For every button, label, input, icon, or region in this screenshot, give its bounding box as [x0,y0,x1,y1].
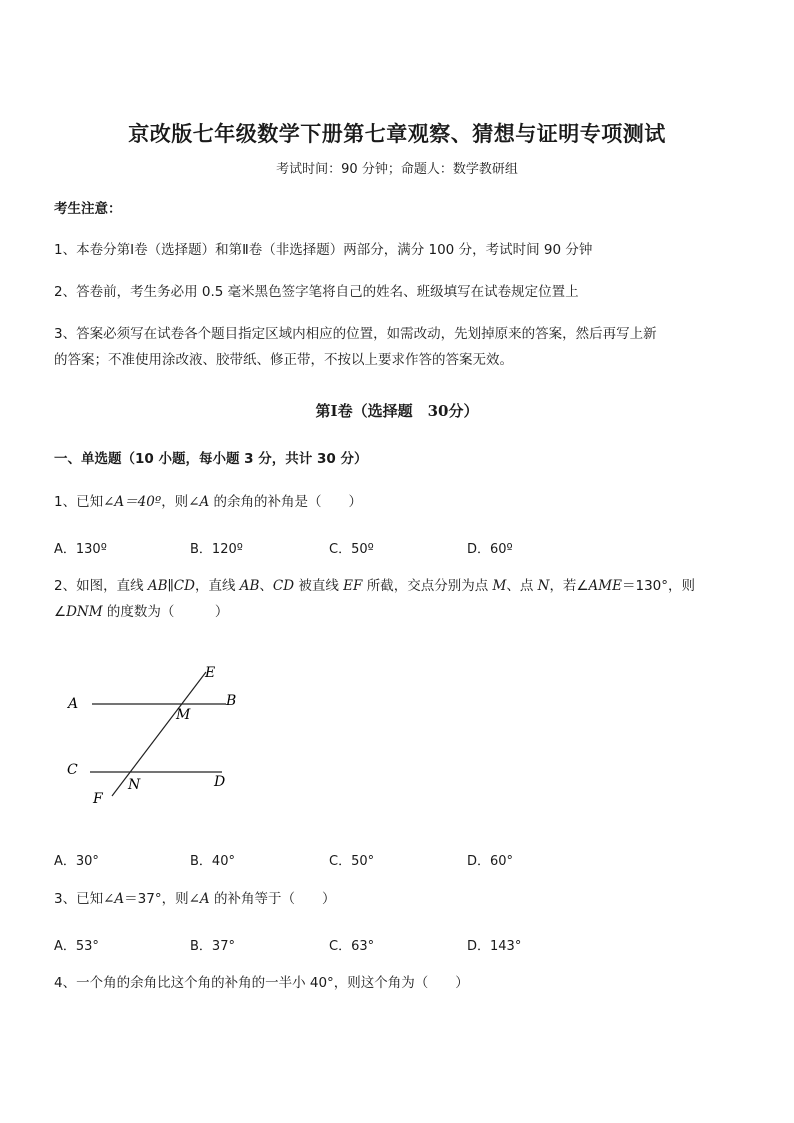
q2-option-d[interactable]: D．60° [467,854,514,869]
q2-text-a: 2、如图，直线 [54,578,148,594]
q1-pre: 1、已知 [54,494,104,510]
q3-post: 的补角等于（ ） [209,891,336,907]
q2-n: N [537,578,550,594]
q2-text-e: 所截，交点分别为点 [362,578,493,594]
exam-title: 京改版七年级数学下册第七章观察、猜想与证明专项测试 [128,121,666,146]
question-2-line1 [54,573,695,599]
q2-text-end: 的度数为（ ） [102,604,229,620]
notice-item-3-cont: 的答案；不准使用涂改液、胶带纸、修正带，不按以上要求作答的答案无效。 [54,352,513,368]
q1-option-d[interactable]: D．60º [467,542,513,557]
line-ef [112,672,206,796]
notice-item-2: 2、答卷前，考生务必用 0.5 毫米黑色签字笔将自己的姓名、班级填写在试卷规定位置上 [54,284,579,300]
q2-ab: AB [239,578,260,594]
q2-m: M [492,578,507,594]
q3-option-c[interactable]: C．63° [329,939,375,954]
q2-angle-sign: ∠ [54,604,67,620]
q2-option-a[interactable]: A．30° [54,854,99,869]
q2-text-h: ＝130°，则 [621,578,696,594]
q2-cd: CD [272,578,295,594]
q2-ef: EF [343,578,363,594]
q2-figure [54,650,274,810]
label-a: A [68,696,79,712]
q3-mid: ＝37°，则 [124,891,189,907]
q1-option-c[interactable]: C．50º [329,542,374,557]
q1-mid: ，则 [161,494,189,510]
q1-expr1: ∠A＝40º [103,494,162,510]
q3-expr2: ∠A [188,891,210,907]
notice-item-1: 1、本卷分第Ⅰ卷（选择题）和第Ⅱ卷（非选择题）两部分，满分 100 分，考试时间 90 分钟 [54,242,593,258]
q2-ame: AME [588,578,622,594]
q3-option-b[interactable]: B．37° [190,939,235,954]
q1-post: 的余角的补角是（ ） [209,494,363,510]
label-e: E [205,665,216,681]
label-b: B [226,693,237,709]
question-4: 4、一个角的余角比这个角的补角的一半小 40°，则这个角为（ ） [54,975,469,991]
label-m: M [176,707,191,723]
question-2-line2 [54,599,228,625]
q3-expr1: ∠A [103,891,125,907]
q3-option-a[interactable]: A．53° [54,939,99,954]
notice-heading: 考生注意： [54,201,122,217]
q2-text-b: ，直线 [194,578,240,594]
q2-ab-cd: AB∥CD [147,578,195,594]
q2-text-d: 被直线 [294,578,344,594]
question-1 [54,489,362,515]
q3-option-d[interactable]: D．143° [467,939,522,954]
q3-pre: 3、已知 [54,891,104,907]
q2-option-b[interactable]: B．40° [190,854,235,869]
part-heading: 一、单选题（10 小题，每小题 3 分，共计 30 分） [54,451,368,467]
q1-expr2: ∠A [188,494,210,510]
label-n: N [128,777,141,793]
question-3 [54,886,335,912]
notice-item-3: 3、答案必须写在试卷各个题目指定区域内相应的位置，如需改动，先划掉原来的答案，然后再写上新 [54,326,657,342]
q1-option-a[interactable]: A．130º [54,542,107,557]
label-c: C [67,762,78,778]
q1-option-b[interactable]: B．120º [190,542,243,557]
exam-subtitle: 考试时间：90 分钟；命题人：数学教研组 [276,162,518,177]
q2-text-f: 、点 [506,578,538,594]
label-d: D [214,774,226,790]
label-f: F [93,791,103,807]
q2-text-c: 、 [259,578,273,594]
q2-option-c[interactable]: C．50° [329,854,375,869]
section-title: 第Ⅰ卷（选择题 30分） [315,402,479,420]
q2-text-g: ，若∠ [549,578,589,594]
q2-dnm: DNM [66,604,103,620]
